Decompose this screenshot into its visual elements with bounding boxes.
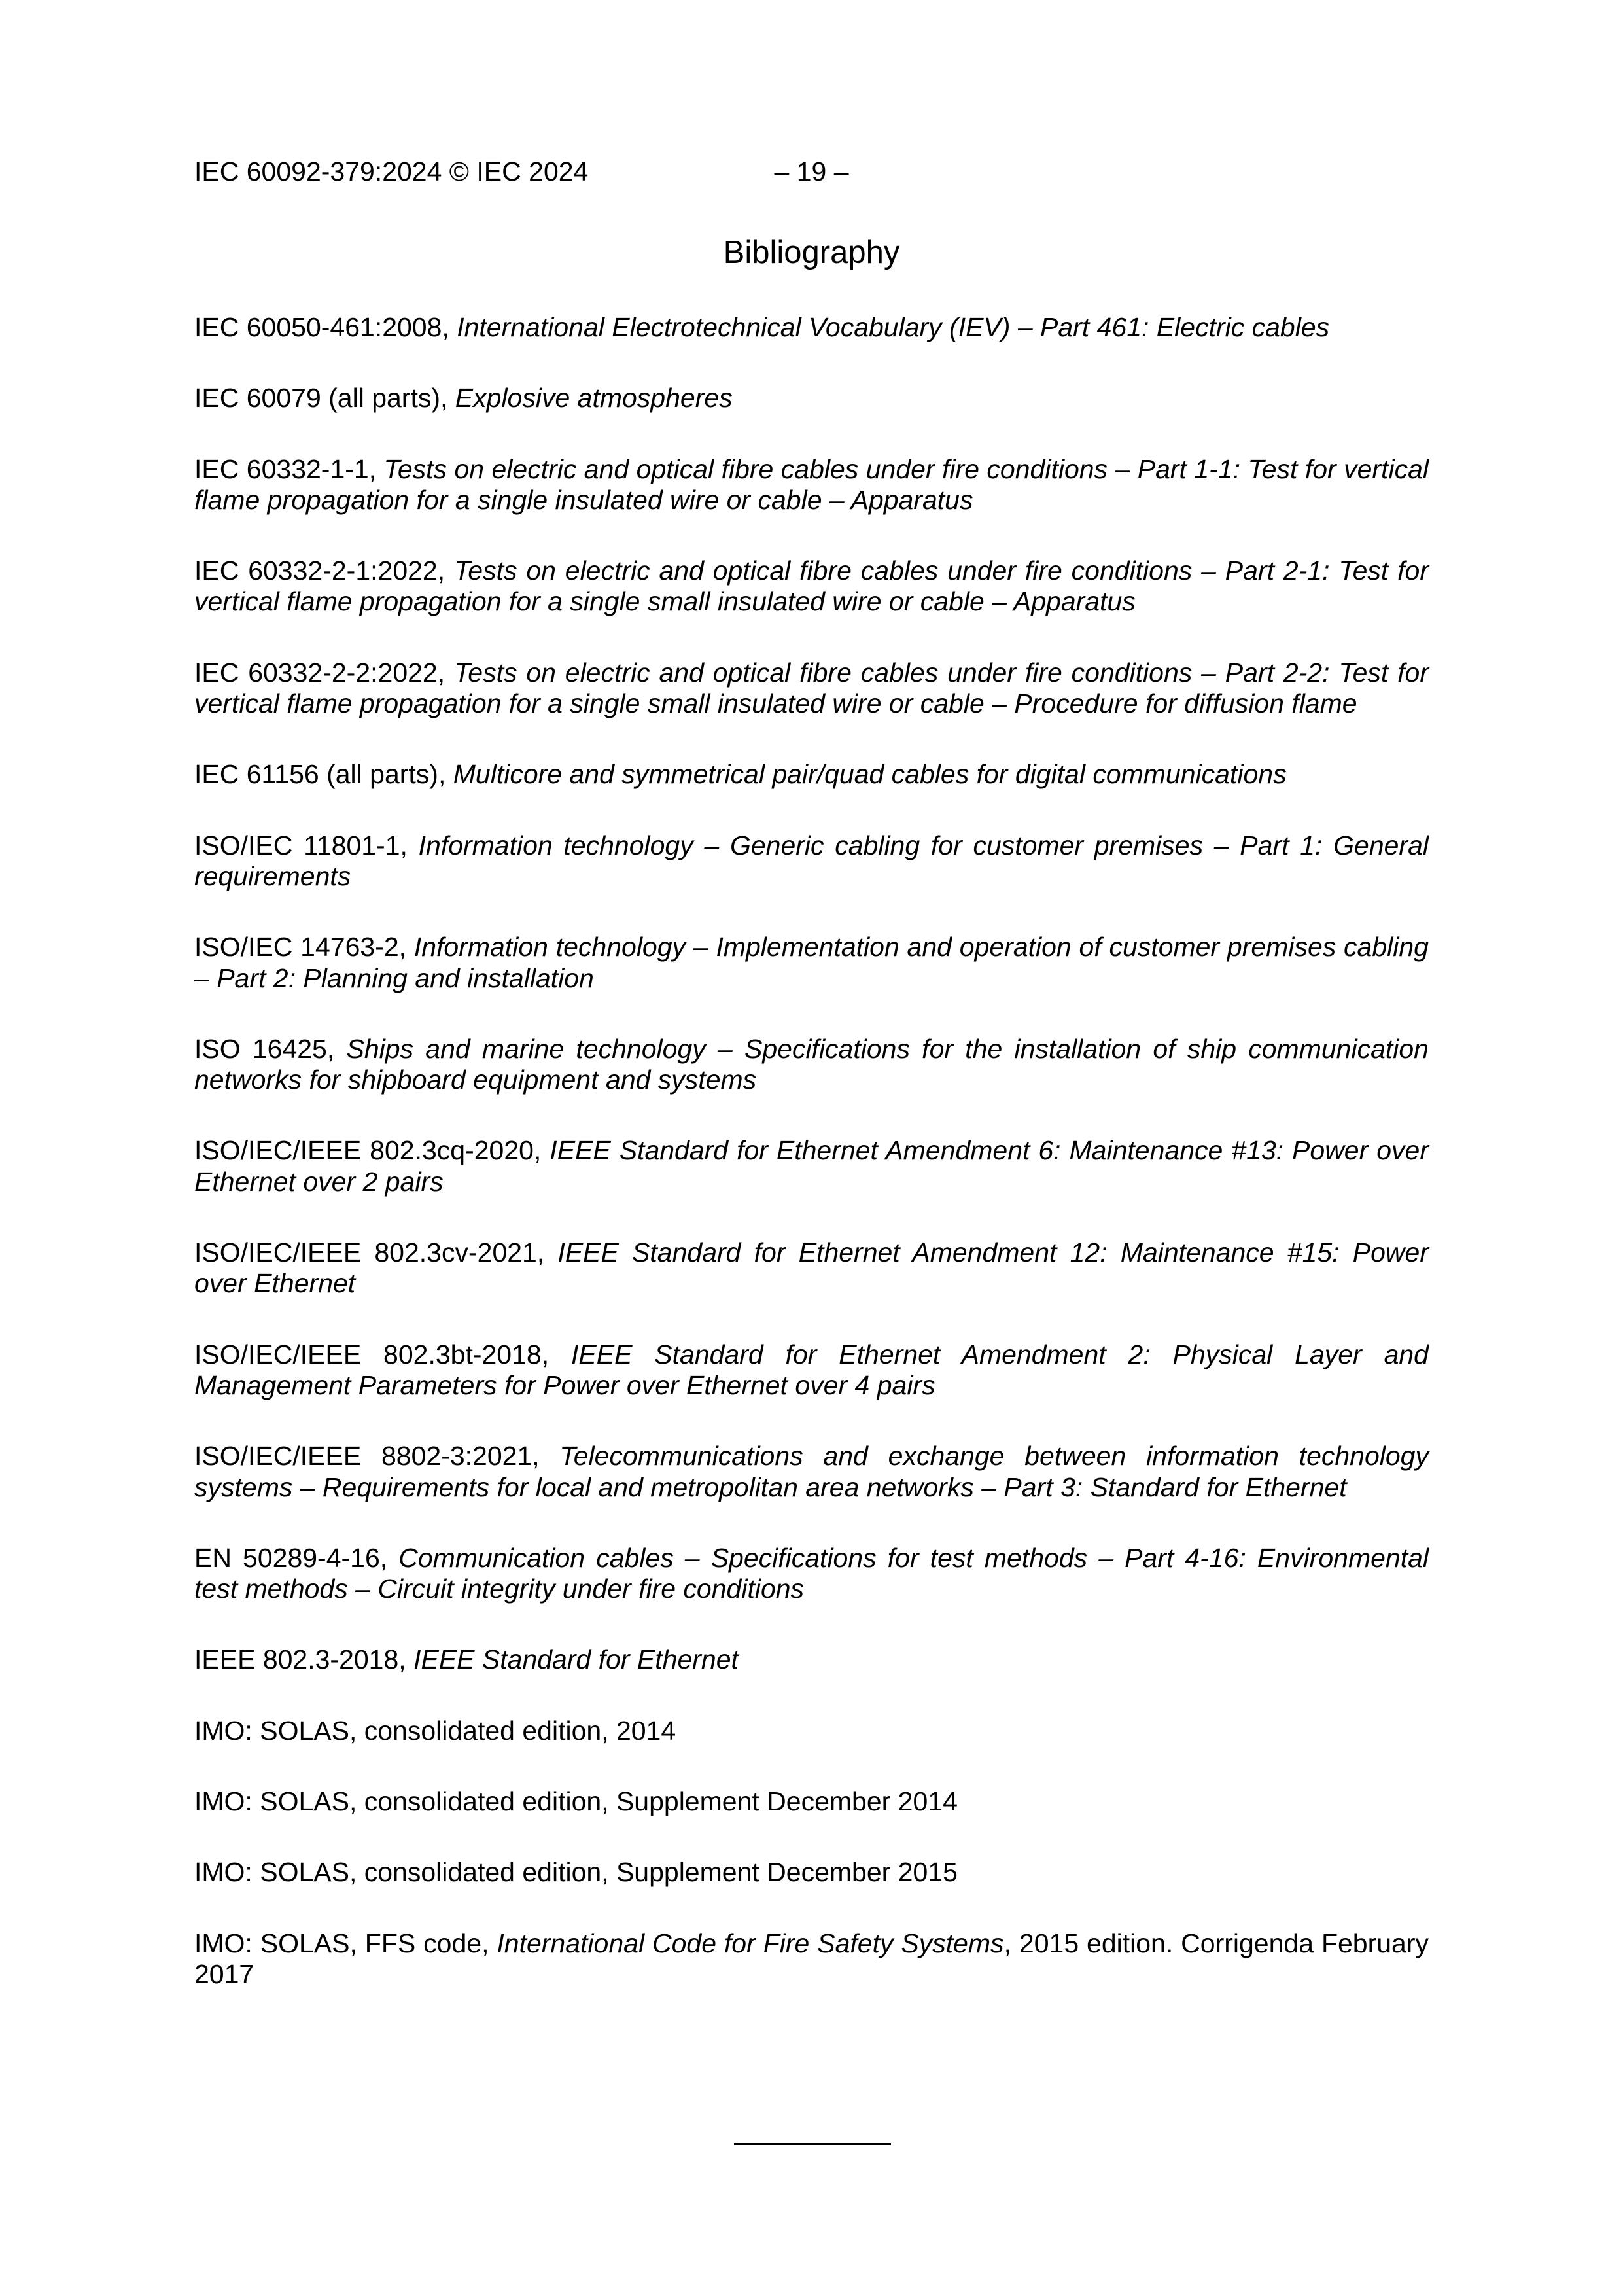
entry-reference: ISO 16425,	[194, 1033, 347, 1064]
entry-title: Tests on electric and optical fibre cables under fire conditions – Part 1-1: Test for vertical flame propagation for a single insulated wire or cable – Apparatus	[194, 453, 1429, 515]
bibliography-list	[194, 312, 1429, 1990]
bibliography-entry	[194, 1034, 1429, 1096]
entry-title: Explosive atmospheres	[455, 383, 733, 414]
bibliography-entry	[194, 1928, 1429, 1990]
entry-reference: IMO: SOLAS, consolidated edition, Supplement December 2014	[194, 1786, 958, 1817]
bibliography-entry	[194, 1339, 1429, 1402]
entry-title: International Electrotechnical Vocabulary (IEV) – Part 461: Electric cables	[457, 312, 1330, 342]
bibliography-entry	[194, 1543, 1429, 1605]
entry-reference: IEC 60050-461:2008,	[194, 312, 457, 342]
entry-title: Communication cables – Specifications for test methods – Part 4-16: Environmental test methods – Circuit integrity under fire conditions	[194, 1542, 1429, 1604]
bibliography-entry	[194, 830, 1429, 892]
entry-title: Information technology – Implementation and operation of customer premises cabling – Part 2: Planning and installation	[194, 932, 1429, 993]
bibliography-entry	[194, 454, 1429, 516]
entry-reference: IEEE 802.3-2018,	[194, 1644, 414, 1675]
bibliography-entry	[194, 932, 1429, 994]
bibliography-entry	[194, 1786, 1429, 1817]
entry-reference: ISO/IEC/IEEE 8802-3:2021,	[194, 1441, 560, 1472]
entry-reference: IEC 60332-2-2:2022,	[194, 657, 454, 688]
entry-title: Multicore and symmetrical pair/quad cables for digital communications	[453, 759, 1287, 790]
entry-title: IEEE Standard for Ethernet Amendment 2: Physical Layer and Management Parameters for Power over Ethernet over 4 pairs	[194, 1339, 1429, 1400]
bibliography-entry	[194, 1135, 1429, 1197]
entry-reference: IMO: SOLAS, consolidated edition, Supplement December 2015	[194, 1857, 958, 1888]
running-header-document-id: IEC 60092-379:2024 © IEC 2024	[194, 156, 589, 186]
entry-reference: IMO: SOLAS, FFS code,	[194, 1928, 497, 1958]
bibliography-entry	[194, 759, 1429, 790]
entry-title: Tests on electric and optical fibre cables under fire conditions – Part 2-1: Test for vertical flame propagation for a single small insulated wire or cable – Apparatus	[194, 556, 1429, 617]
entry-reference: ISO/IEC 14763-2,	[194, 932, 414, 963]
bibliography-entry	[194, 1237, 1429, 1299]
entry-title: Tests on electric and optical fibre cables under fire conditions – Part 2-2: Test for vertical flame propagation for a single small insulated wire or cable – Procedure for diffusion flame	[194, 657, 1429, 719]
bibliography-entry	[194, 658, 1429, 720]
bibliography-entry	[194, 1716, 1429, 1746]
entry-reference: IEC 60079 (all parts),	[194, 383, 455, 414]
entry-suffix: , 2015 edition. Corrigenda February 2017	[194, 1928, 1429, 1989]
entry-title: Ships and marine technology – Specifications for the installation of ship communication networks for shipboard equipment and systems	[194, 1033, 1429, 1095]
entry-title: Information technology – Generic cabling for customer premises – Part 1: General requirements	[194, 830, 1429, 891]
entry-reference: EN 50289-4-16,	[194, 1542, 399, 1573]
entry-reference: IEC 60332-1-1,	[194, 453, 384, 484]
entry-reference: ISO/IEC/IEEE 802.3cv-2021,	[194, 1237, 558, 1268]
page-number: – 19 –	[774, 156, 849, 186]
entry-reference: ISO/IEC/IEEE 802.3bt-2018,	[194, 1339, 571, 1369]
entry-reference: IEC 60332-2-1:2022,	[194, 556, 454, 586]
entry-title: International Code for Fire Safety Systems	[497, 1928, 1004, 1958]
entry-title: IEEE Standard for Ethernet Amendment 12: Maintenance #15: Power over Ethernet	[194, 1237, 1429, 1299]
entry-reference: ISO/IEC/IEEE 802.3cq-2020,	[194, 1135, 550, 1166]
entry-title: IEEE Standard for Ethernet	[413, 1644, 739, 1675]
bibliography-entry	[194, 1644, 1429, 1675]
entry-reference: ISO/IEC 11801-1,	[194, 830, 419, 860]
end-of-document-rule	[734, 2143, 891, 2145]
entry-title: Telecommunications and exchange between information technology systems – Requirements for local and metropolitan area networks – Part 3: Standard for Ethernet	[194, 1441, 1429, 1502]
entry-reference: IEC 61156 (all parts),	[194, 759, 453, 790]
entry-reference: IMO: SOLAS, consolidated edition, 2014	[194, 1715, 676, 1746]
page-title: Bibliography	[723, 235, 900, 270]
bibliography-entry	[194, 312, 1429, 343]
entry-title: IEEE Standard for Ethernet Amendment 6: Maintenance #13: Power over Ethernet over 2 pairs	[194, 1135, 1429, 1197]
bibliography-entry	[194, 1441, 1429, 1503]
bibliography-entry	[194, 383, 1429, 414]
bibliography-entry	[194, 556, 1429, 618]
bibliography-entry	[194, 1857, 1429, 1888]
